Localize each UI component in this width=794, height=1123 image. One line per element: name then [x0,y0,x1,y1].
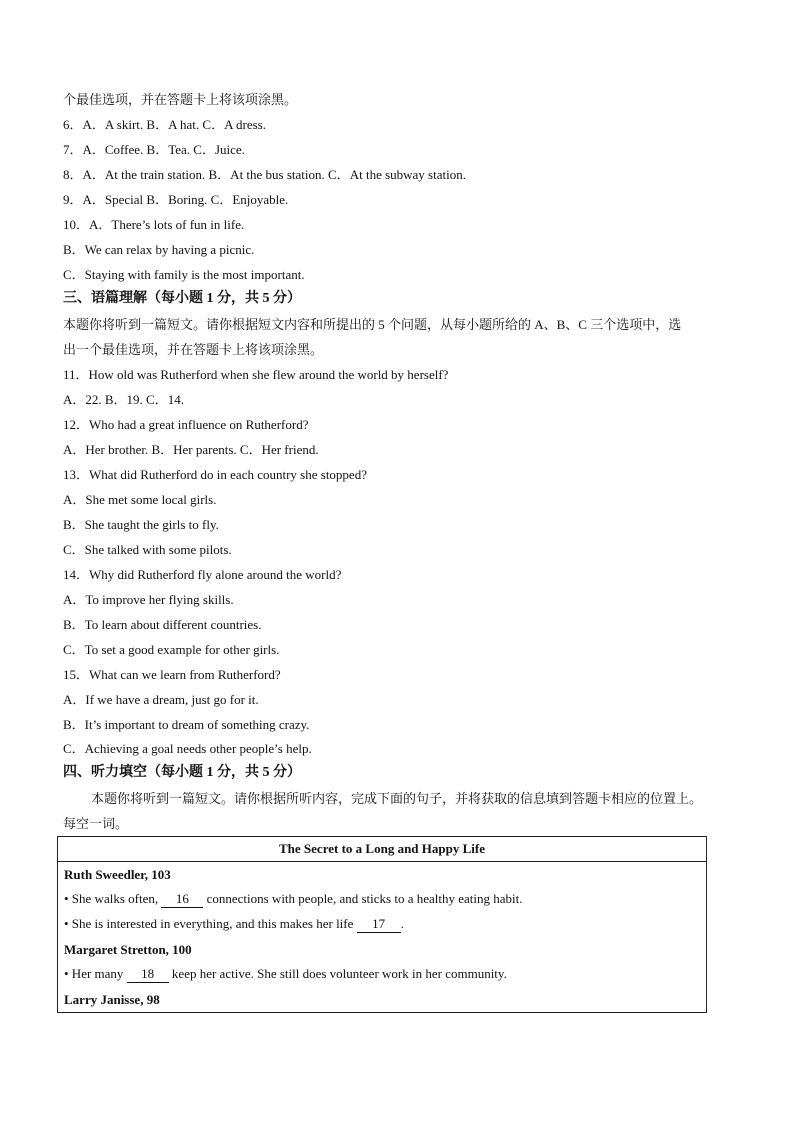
question-13-option-c: C．She talked with some pilots. [63,542,232,557]
person-margaret-stretton: Margaret Stretton, 100 [64,941,192,957]
question-11-options: A．22. B．19. C．14. [63,392,184,407]
bullet-text: connections with people, and sticks to a healthy eating habit. [203,891,523,906]
question-11: 11．How old was Rutherford when she flew around the world by herself? [63,367,449,382]
blank-17[interactable]: 17 [357,916,401,933]
question-15-option-b: B．It’s important to dream of something crazy. [63,717,310,732]
bullet-text: • She walks often, [64,891,162,906]
question-15-option-c: C．Achieving a goal needs other people’s help. [63,741,312,756]
margaret-bullet-1 [58,962,707,987]
section-3-heading: 三、语篇理解（每小题 1 分，共 5 分） [63,291,301,306]
section-3-instruction-cont: 出一个最佳选项，并在答题卡上将该项涂黑。 [63,342,324,357]
ruth-bullet-2 [58,912,707,937]
question-9-options: 9．A．Special B．Boring. C．Enjoyable. [63,192,289,207]
bullet-text: . [400,916,404,931]
question-15: 15．What can we learn from Rutherford? [63,667,281,682]
section-4-instruction-cont: 每空一词。 [63,816,129,831]
bullet-text: keep her active. She still does volunteer work in her community. [168,966,507,981]
question-13-option-a: A．She met some local girls. [63,492,217,507]
bullet-text: • Her many [64,966,127,981]
question-10-option-b: B．We can relax by having a picnic. [63,242,255,257]
question-14-option-b: B．To learn about different countries. [63,617,262,632]
question-10-option-a: 10．A．There’s lots of fun in life. [63,217,245,232]
question-10-option-c: C．Staying with family is the most important. [63,267,305,282]
question-7-options: 7．A．Coffee. B．Tea. C．Juice. [63,142,245,157]
bullet-text: • She is interested in everything, and this makes her life [64,916,357,931]
question-12-options: A．Her brother. B．Her parents. C．Her friend. [63,442,319,457]
blank-16[interactable]: 16 [161,891,203,908]
question-6-options: 6．A．A skirt. B．A hat. C．A dress. [63,117,266,132]
question-13-option-b: B．She taught the girls to fly. [63,517,219,532]
blank-18[interactable]: 18 [127,966,169,983]
question-12: 12．Who had a great influence on Rutherford? [63,417,309,432]
question-13: 13．What did Rutherford do in each country she stopped? [63,467,367,482]
ruth-bullet-1 [58,887,707,912]
person-ruth-sweedler: Ruth Sweedler, 103 [64,866,171,882]
section-3-instruction: 本题你将听到一篇短文。请你根据短文内容和所提出的 5 个问题，从每小题所给的 A、B、C 三个选项中，选 [63,317,682,332]
section-4-instruction: 本题你将听到一篇短文。请你根据所听内容，完成下面的句子，并将获取的信息填到答题卡相应的位置上。 [91,791,703,806]
table-title: The Secret to a Long and Happy Life [58,837,707,862]
section-4-heading: 四、听力填空（每小题 1 分，共 5 分） [63,765,301,780]
instruction-continuation: 个最佳选项，并在答题卡上将该项涂黑。 [63,92,298,107]
question-14-option-a: A．To improve her flying skills. [63,592,234,607]
question-14: 14．Why did Rutherford fly alone around the world? [63,567,342,582]
person-larry-janisse: Larry Janisse, 98 [64,991,160,1007]
question-14-option-c: C．To set a good example for other girls. [63,642,280,657]
question-15-option-a: A．If we have a dream, just go for it. [63,692,259,707]
question-8-options: 8．A．At the train station. B．At the bus station. C．At the subway station. [63,167,466,182]
fill-in-table [57,836,707,1013]
